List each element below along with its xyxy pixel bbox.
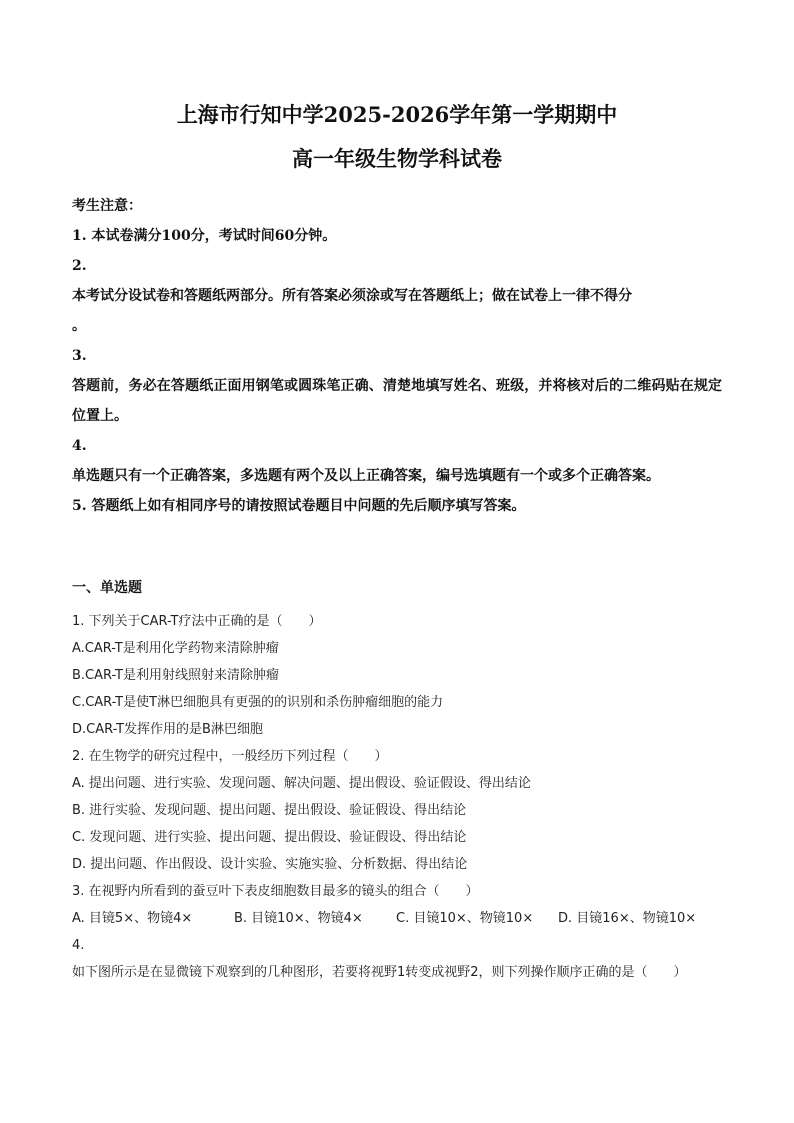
question-4-stem: 如下图所示是在显微镜下观察到的几种图形，若要将视野1转变成视野2，则下列操作顺序正确的是（ ） (72, 965, 687, 980)
notice-item-1: 1. 本试卷满分100分，考试时间60分钟。 (72, 228, 337, 244)
question-1-stem: 1. 下列关于CAR-T疗法中正确的是（ ） (72, 614, 322, 629)
question-3-stem: 3. 在视野内所看到的蚕豆叶下表皮细胞数目最多的镜头的组合（ ） (72, 884, 479, 899)
question-list (72, 608, 722, 986)
question-1-option-b: B.CAR-T是利用射线照射来清除肿瘤 (72, 668, 279, 683)
exam-subtitle: 高一年级生物学科试卷 (292, 146, 502, 171)
question-3-options (72, 905, 722, 932)
question-3-option-a: A. 目镜5×、物镜4× (72, 911, 193, 926)
notice-heading: 考生注意： (72, 198, 142, 214)
section-title: 一、单选题 (72, 580, 142, 596)
notice-block (72, 191, 722, 521)
question-3-option-b: B. 目镜10×、物镜4× (234, 911, 363, 926)
notice-item-4-number: 4. (72, 438, 87, 454)
question-2-stem: 2. 在生物学的研究过程中，一般经历下列过程（ ） (72, 749, 388, 764)
question-2-option-b: B. 进行实验、发现问题、提出问题、提出假设、验证假设、得出结论 (72, 803, 467, 818)
notice-item-2-text: 本考试分设试卷和答题纸两部分。所有答案必须涂或写在答题纸上；做在试卷上一律不得分 (72, 288, 632, 304)
question-3-option-d: D. 目镜16×、物镜10× (558, 911, 697, 926)
notice-item-5: 5. 答题纸上如有相同序号的请按照试卷题目中问题的先后顺序填写答案。 (72, 498, 526, 514)
question-2-option-a: A. 提出问题、进行实验、发现问题、解决问题、提出假设、验证假设、得出结论 (72, 776, 531, 791)
question-4-number: 4. (72, 938, 85, 953)
notice-item-4-text: 单选题只有一个正确答案，多选题有两个及以上正确答案，编号选填题有一个或多个正确答案。 (72, 468, 660, 484)
question-1-option-a: A.CAR-T是利用化学药物来清除肿瘤 (72, 641, 279, 656)
notice-item-2-tail: 。 (72, 318, 86, 334)
notice-item-2-number: 2. (72, 258, 87, 274)
question-2-option-d: D. 提出问题、作出假设、设计实验、实施实验、分析数据、得出结论 (72, 857, 468, 872)
question-2-option-c: C. 发现问题、进行实验、提出问题、提出假设、验证假设、得出结论 (72, 830, 467, 845)
question-3-option-c: C. 目镜10×、物镜10× (396, 911, 534, 926)
question-1-option-d: D.CAR-T发挥作用的是B淋巴细胞 (72, 722, 263, 737)
question-1-option-c: C.CAR-T是使T淋巴细胞具有更强的的识别和杀伤肿瘤细胞的能力 (72, 695, 444, 710)
exam-title: 上海市行知中学2025-2026学年第一学期期中 (176, 102, 618, 127)
notice-item-3-number: 3. (72, 348, 87, 364)
notice-item-3-text: 答题前，务必在答题纸正面用钢笔或圆珠笔正确、清楚地填写姓名、班级，并将核对后的二维码贴在规定位置上。 (72, 378, 722, 424)
